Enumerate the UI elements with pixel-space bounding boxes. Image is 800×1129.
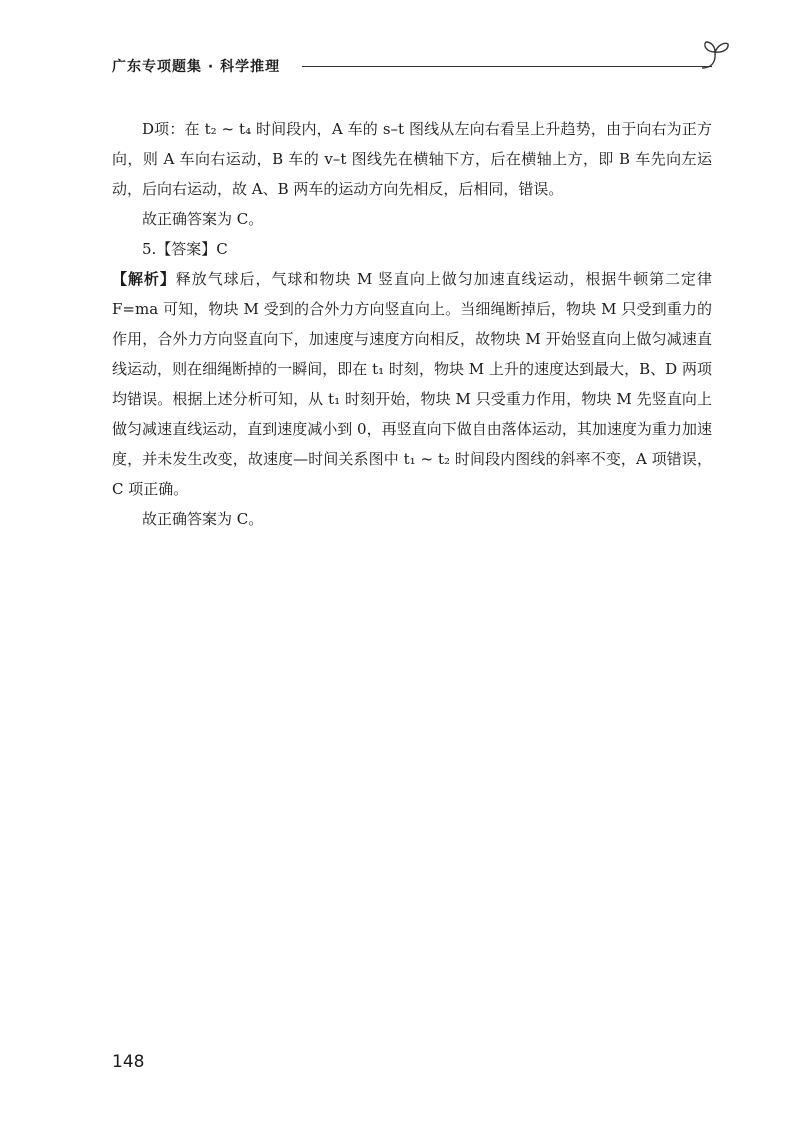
analysis-tag: 【解析】: [112, 270, 176, 288]
analysis-paragraph: [112, 264, 712, 504]
conclusion-line-1: 故正确答案为 C。: [142, 210, 264, 228]
analysis-text: 释放气球后，气球和物块 M 竖直向上做匀加速直线运动，根据牛顿第二定律 F=ma 可知，物块 M 受到的合外力方向竖直向上。当细绳断掉后，物块 M 只受到重力的作用，合外力方向竖直向下，加速度与速度方向相反，故物块 M 开始竖直向上做匀减速直线运动，则在细绳断掉的一瞬间，即在 t₁ 时刻，物块 M 上升的速度达到最大，B、D 两项均错误。根据上述分析可知，从 t₁ 时刻开始，物块 M 只受重力作用，物块 M 先竖直向上做匀减速直线运动，直到速度减小到 0，再竖直向下做自由落体运动，其加速度为重力加速度，并未发生改变，故速度—时间关系图中 t₁ ~ t₂ 时间段内图线的斜率不变，A 项错误，C 项正确。: [112, 270, 712, 498]
conclusion-line-2: 故正确答案为 C。: [142, 510, 264, 528]
sprout-icon: [698, 40, 732, 70]
header-rule: [302, 66, 712, 67]
page-body: [112, 114, 712, 534]
header-title: 广东专项题集 · 科学推理: [112, 59, 281, 75]
page-number: 148: [112, 1052, 145, 1072]
answer-label: 5.【答案】C: [142, 240, 228, 258]
paragraph-option-d: D项：在 t₂ ~ t₄ 时间段内，A 车的 s–t 图线从左向右看呈上升趋势，由于向右为正方向，则 A 车向右运动，B 车的 v–t 图线先在横轴下方，后在横轴上方，即 B 车先向左运动，后向右运动，故 A、B 两车的运动方向先相反，后相同，错误。: [112, 120, 712, 198]
running-header: [112, 52, 732, 86]
